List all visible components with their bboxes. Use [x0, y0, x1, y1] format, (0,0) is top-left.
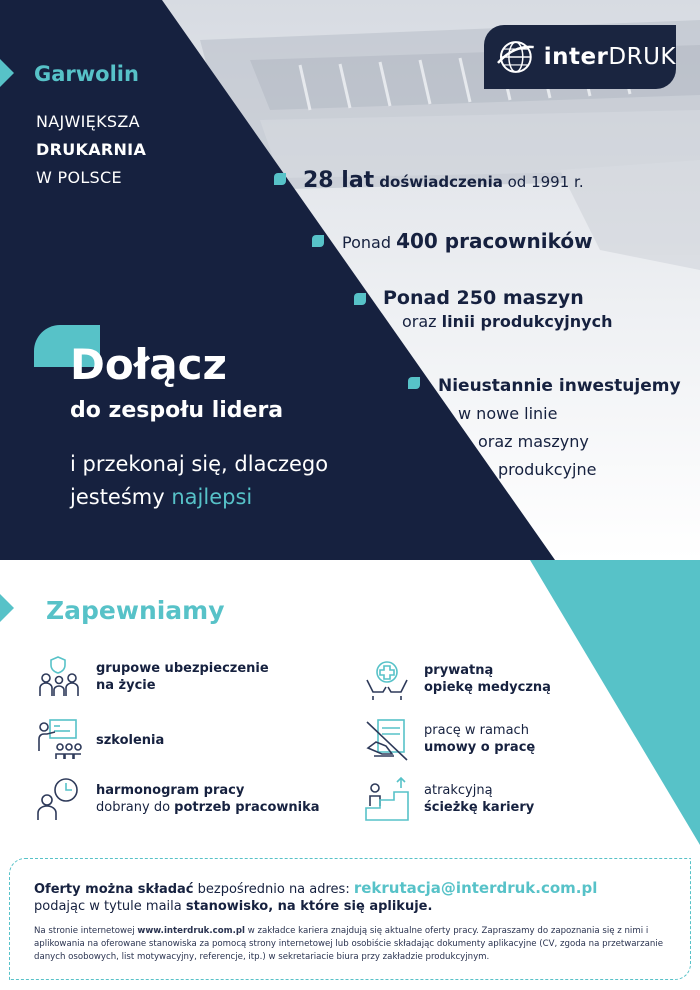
fact-investment-line2: w nowe linie	[458, 404, 558, 423]
offer-lead-rest: bezpośrednio na adres:	[193, 882, 354, 897]
fact-since: od 1991 r.	[502, 173, 584, 191]
tagline-line2: DRUKARNIA	[36, 140, 147, 159]
recruitment-email-link[interactable]: rekrutacja@interdruk.com.pl	[353, 879, 598, 897]
offer-box	[9, 858, 691, 980]
fact-machines-line1: Ponad 250 maszyn	[383, 287, 584, 309]
offer-details-pre: Na stronie internetowej	[34, 926, 138, 936]
offer-line1	[34, 879, 597, 897]
benefit-line2: na życie	[96, 678, 156, 693]
city-name: Garwolin	[34, 62, 139, 86]
join-line1: i przekonaj się, dlaczego	[70, 452, 329, 476]
offer-line2	[34, 899, 432, 914]
benefit-text	[96, 660, 269, 694]
join-subtitle: do zespołu lidera	[70, 398, 284, 423]
benefit-schedule	[36, 776, 320, 822]
fact-investment-line4: produkcyjne	[498, 460, 597, 479]
benefit-line1: pracę w ramach	[424, 723, 529, 738]
fact-machines-pre: oraz	[402, 312, 442, 331]
family-insurance-icon	[36, 654, 82, 700]
benefit-text	[96, 782, 320, 816]
benefit-line1: szkolenia	[96, 732, 165, 748]
benefit-line1: atrakcyjną	[424, 783, 493, 798]
benefit-medical	[364, 656, 551, 702]
training-icon	[36, 717, 82, 763]
join-title: Dołącz	[70, 340, 227, 389]
benefit-line1: grupowe ubezpieczenie	[96, 661, 269, 676]
benefit-line1: harmonogram pracy	[96, 783, 245, 798]
fact-investment-line1: Nieustannie inwestujemy	[438, 376, 681, 396]
fact-employees-pre: Ponad	[342, 233, 397, 252]
join-accent: najlepsi	[171, 485, 253, 509]
benefit-training	[36, 717, 164, 763]
logo-part2: DRUK	[608, 44, 676, 70]
fact-years: 28 lat	[303, 168, 375, 193]
arrow-marker	[0, 594, 14, 622]
schedule-icon	[36, 776, 82, 822]
join-line2: jesteśmy	[70, 485, 172, 509]
tagline-line1: NAJWIĘKSZA	[36, 112, 140, 131]
offer-line2-bold: stanowisko, na które się aplikuje.	[185, 899, 433, 914]
logo-part1: inter	[543, 44, 609, 70]
benefit-text	[424, 722, 535, 756]
offer-lead: Oferty można składać	[34, 882, 194, 897]
fact-employees-count: 400 pracowników	[396, 229, 593, 253]
benefit-line2: ścieżkę kariery	[424, 800, 535, 815]
benefit-contract	[364, 716, 535, 762]
fact-experience-label: doświadczenia	[379, 173, 503, 191]
offer-line2-pre: podając w tytule maila	[34, 899, 186, 914]
tagline-line3: W POLSCE	[36, 168, 122, 187]
benefit-text	[424, 782, 534, 816]
benefit-text	[424, 662, 551, 696]
medical-care-icon	[364, 656, 410, 702]
website-link[interactable]: www.interdruk.com.pl	[137, 926, 245, 936]
contract-icon	[364, 716, 410, 762]
benefit-career	[364, 776, 534, 822]
benefit-line1: prywatną	[424, 663, 494, 678]
benefit-line2-bold: potrzeb pracownika	[174, 800, 320, 815]
fact-machines-lines: linii produkcyjnych	[441, 312, 613, 331]
benefit-insurance	[36, 654, 269, 700]
offer-details	[34, 925, 674, 964]
career-path-icon	[364, 776, 410, 822]
offer-details-rest: w zakładce kariera znajdują się aktualne oferty pracy. Zapraszamy do zapoznania się z nimi i aplikowania na oferowane stanowiska za pomocą strony internetowej lub osobiście składając dokumenty aplikacyjne (CV, zgoda na przetwarzanie danych osobowych, list motywacyjny, referencje, itp.) w sekretariacie biura przy zakładzie produkcyjnym.	[34, 926, 663, 962]
benefits-title: Zapewniamy	[46, 596, 225, 625]
fact-investment-line3: oraz maszyny	[478, 432, 589, 451]
benefit-line2: umowy o pracę	[424, 740, 536, 755]
benefit-text	[96, 732, 164, 749]
benefit-line2: opiekę medyczną	[424, 680, 551, 695]
benefit-line2-pre: dobrany do	[96, 800, 175, 815]
